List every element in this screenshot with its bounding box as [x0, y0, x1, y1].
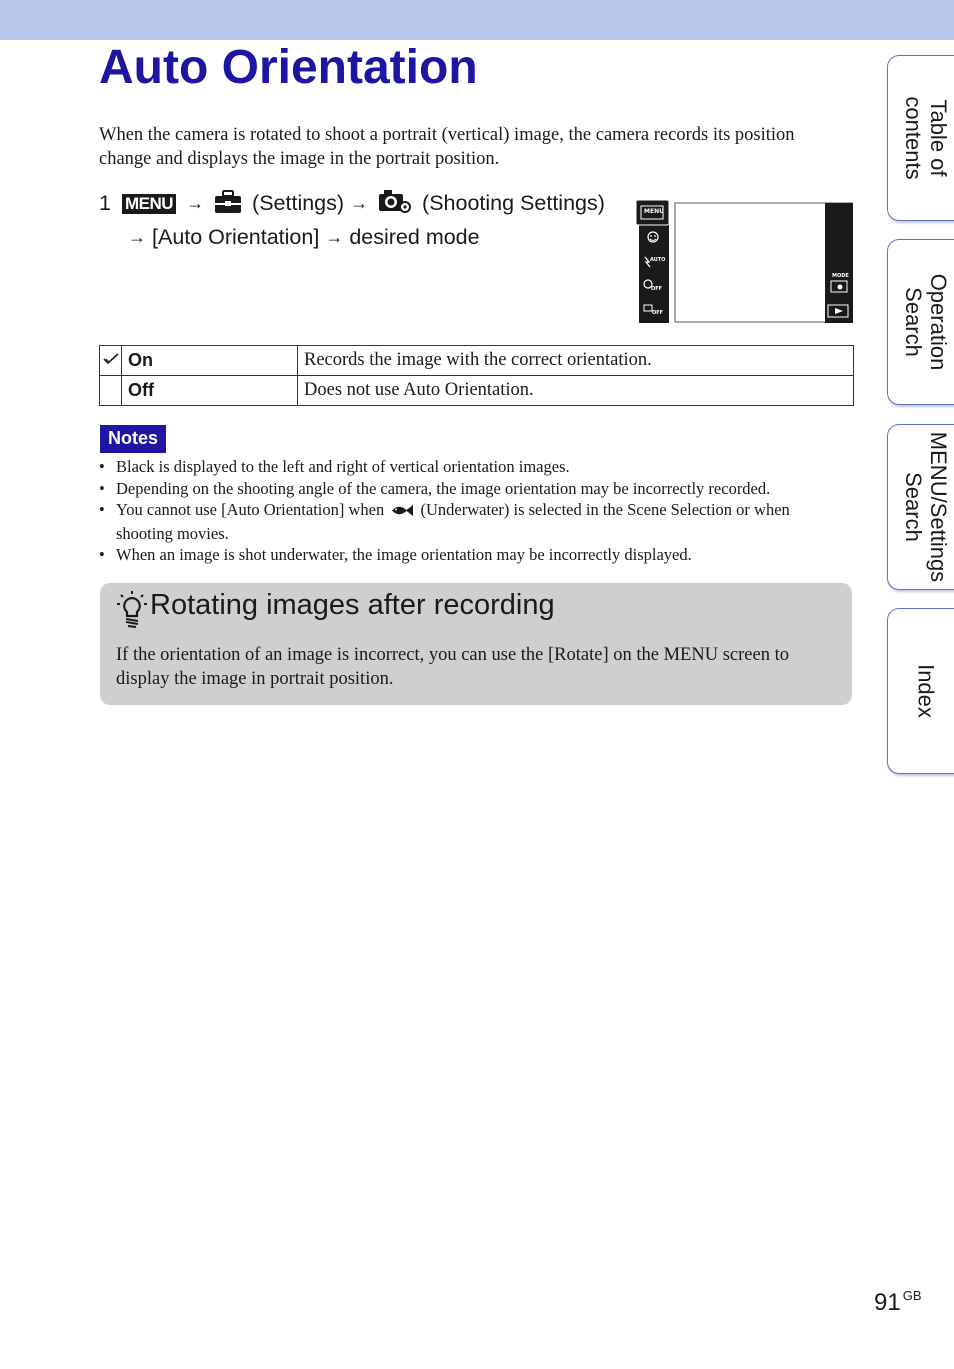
- shooting-settings-label: (Shooting Settings): [422, 191, 605, 215]
- note-text: When an image is shot underwater, the image orientation may be incorrectly displayed.: [116, 545, 692, 564]
- screen-flash-label: AUTO: [650, 257, 666, 263]
- table-row: [100, 376, 854, 406]
- tab-operation-search[interactable]: [887, 239, 954, 405]
- settings-label: (Settings): [252, 191, 345, 215]
- camera-settings-icon: [378, 188, 412, 222]
- page-number-suffix: GB: [902, 1288, 922, 1303]
- arrow-icon: →: [186, 193, 205, 213]
- note-text: (Underwater) is selected in the Scene Selection or when shooting movies.: [116, 500, 790, 543]
- table-row: [100, 346, 854, 376]
- page-number: [874, 1288, 922, 1317]
- screen-burst-off-label: OFF: [652, 310, 664, 316]
- page-title: Auto Orientation: [99, 41, 478, 94]
- hint-text: If the orientation of an image is incorrect, you can use the [Rotate] on the MENU screen to display the image in portrait position.: [116, 645, 789, 689]
- option-description: Does not use Auto Orientation.: [298, 376, 854, 406]
- tab-label-line: MENU/Settings: [926, 431, 951, 583]
- option-description: Records the image with the correct orientation.: [298, 346, 854, 376]
- option-name: On: [122, 346, 298, 376]
- arrow-icon: →: [325, 227, 344, 247]
- step-number: 1: [99, 191, 111, 215]
- notes-list: [99, 456, 844, 566]
- note-text: Black is displayed to the left and right of vertical orientation images.: [116, 457, 570, 476]
- note-text: You cannot use [Auto Orientation] when: [116, 500, 385, 519]
- screen-menu-label: MENU: [644, 208, 664, 215]
- underwater-fish-icon: [390, 501, 414, 523]
- menu-icon: MENU: [122, 194, 176, 214]
- tab-table-of-contents[interactable]: [887, 55, 954, 221]
- settings-toolbox-icon: [214, 190, 242, 222]
- auto-orientation-label: [Auto Orientation]: [152, 225, 320, 249]
- settings-table: [99, 345, 854, 406]
- check-icon: [103, 350, 119, 370]
- tab-label-line: Search: [901, 472, 926, 542]
- header-band: [0, 0, 954, 40]
- arrow-icon: →: [128, 227, 146, 247]
- arrow-icon: →: [350, 193, 369, 213]
- camera-screen-illustration: [635, 199, 853, 323]
- tab-label-line: Index: [913, 664, 939, 718]
- check-cell: [100, 376, 122, 406]
- lightbulb-hint-icon: [116, 589, 148, 634]
- step-1: [99, 188, 619, 252]
- list-item: • Depending on the shooting angle of the camera, the image orientation may be incorrectly recorded.: [99, 478, 771, 498]
- tab-label-line: contents: [901, 96, 926, 180]
- tab-menu-settings-search[interactable]: [887, 424, 954, 590]
- tab-label-line: Table of: [926, 99, 951, 177]
- screen-mode-label: MODE: [832, 273, 849, 279]
- hint-title: Rotating images after recording: [150, 589, 555, 621]
- note-text: Depending on the shooting angle of the camera, the image orientation may be incorrectly recorded.: [116, 478, 771, 498]
- screen-self-timer-off-label: OFF: [651, 286, 663, 292]
- intro-paragraph: When the camera is rotated to shoot a portrait (vertical) image, the camera records its position change and displays the image in the portrait position.: [99, 125, 795, 169]
- option-name: Off: [122, 376, 298, 406]
- tab-label-line: Operation: [926, 273, 951, 371]
- list-item: • When an image is shot underwater, the image orientation may be incorrectly displayed.: [99, 545, 692, 564]
- tab-index[interactable]: [887, 608, 954, 774]
- check-cell: [100, 346, 122, 376]
- tab-label-line: Search: [901, 287, 926, 357]
- step-instructions: [122, 188, 619, 252]
- list-item: • You cannot use [Auto Orientation] when (Underwater) is selected in the Scene Selection or when shooting movies.: [99, 500, 790, 543]
- hint-box: [100, 583, 852, 705]
- list-item: • Black is displayed to the left and right of vertical orientation images.: [99, 457, 570, 476]
- notes-badge: Notes: [100, 425, 166, 453]
- page-number-value: 91: [874, 1289, 901, 1316]
- desired-mode-label: desired mode: [349, 225, 480, 249]
